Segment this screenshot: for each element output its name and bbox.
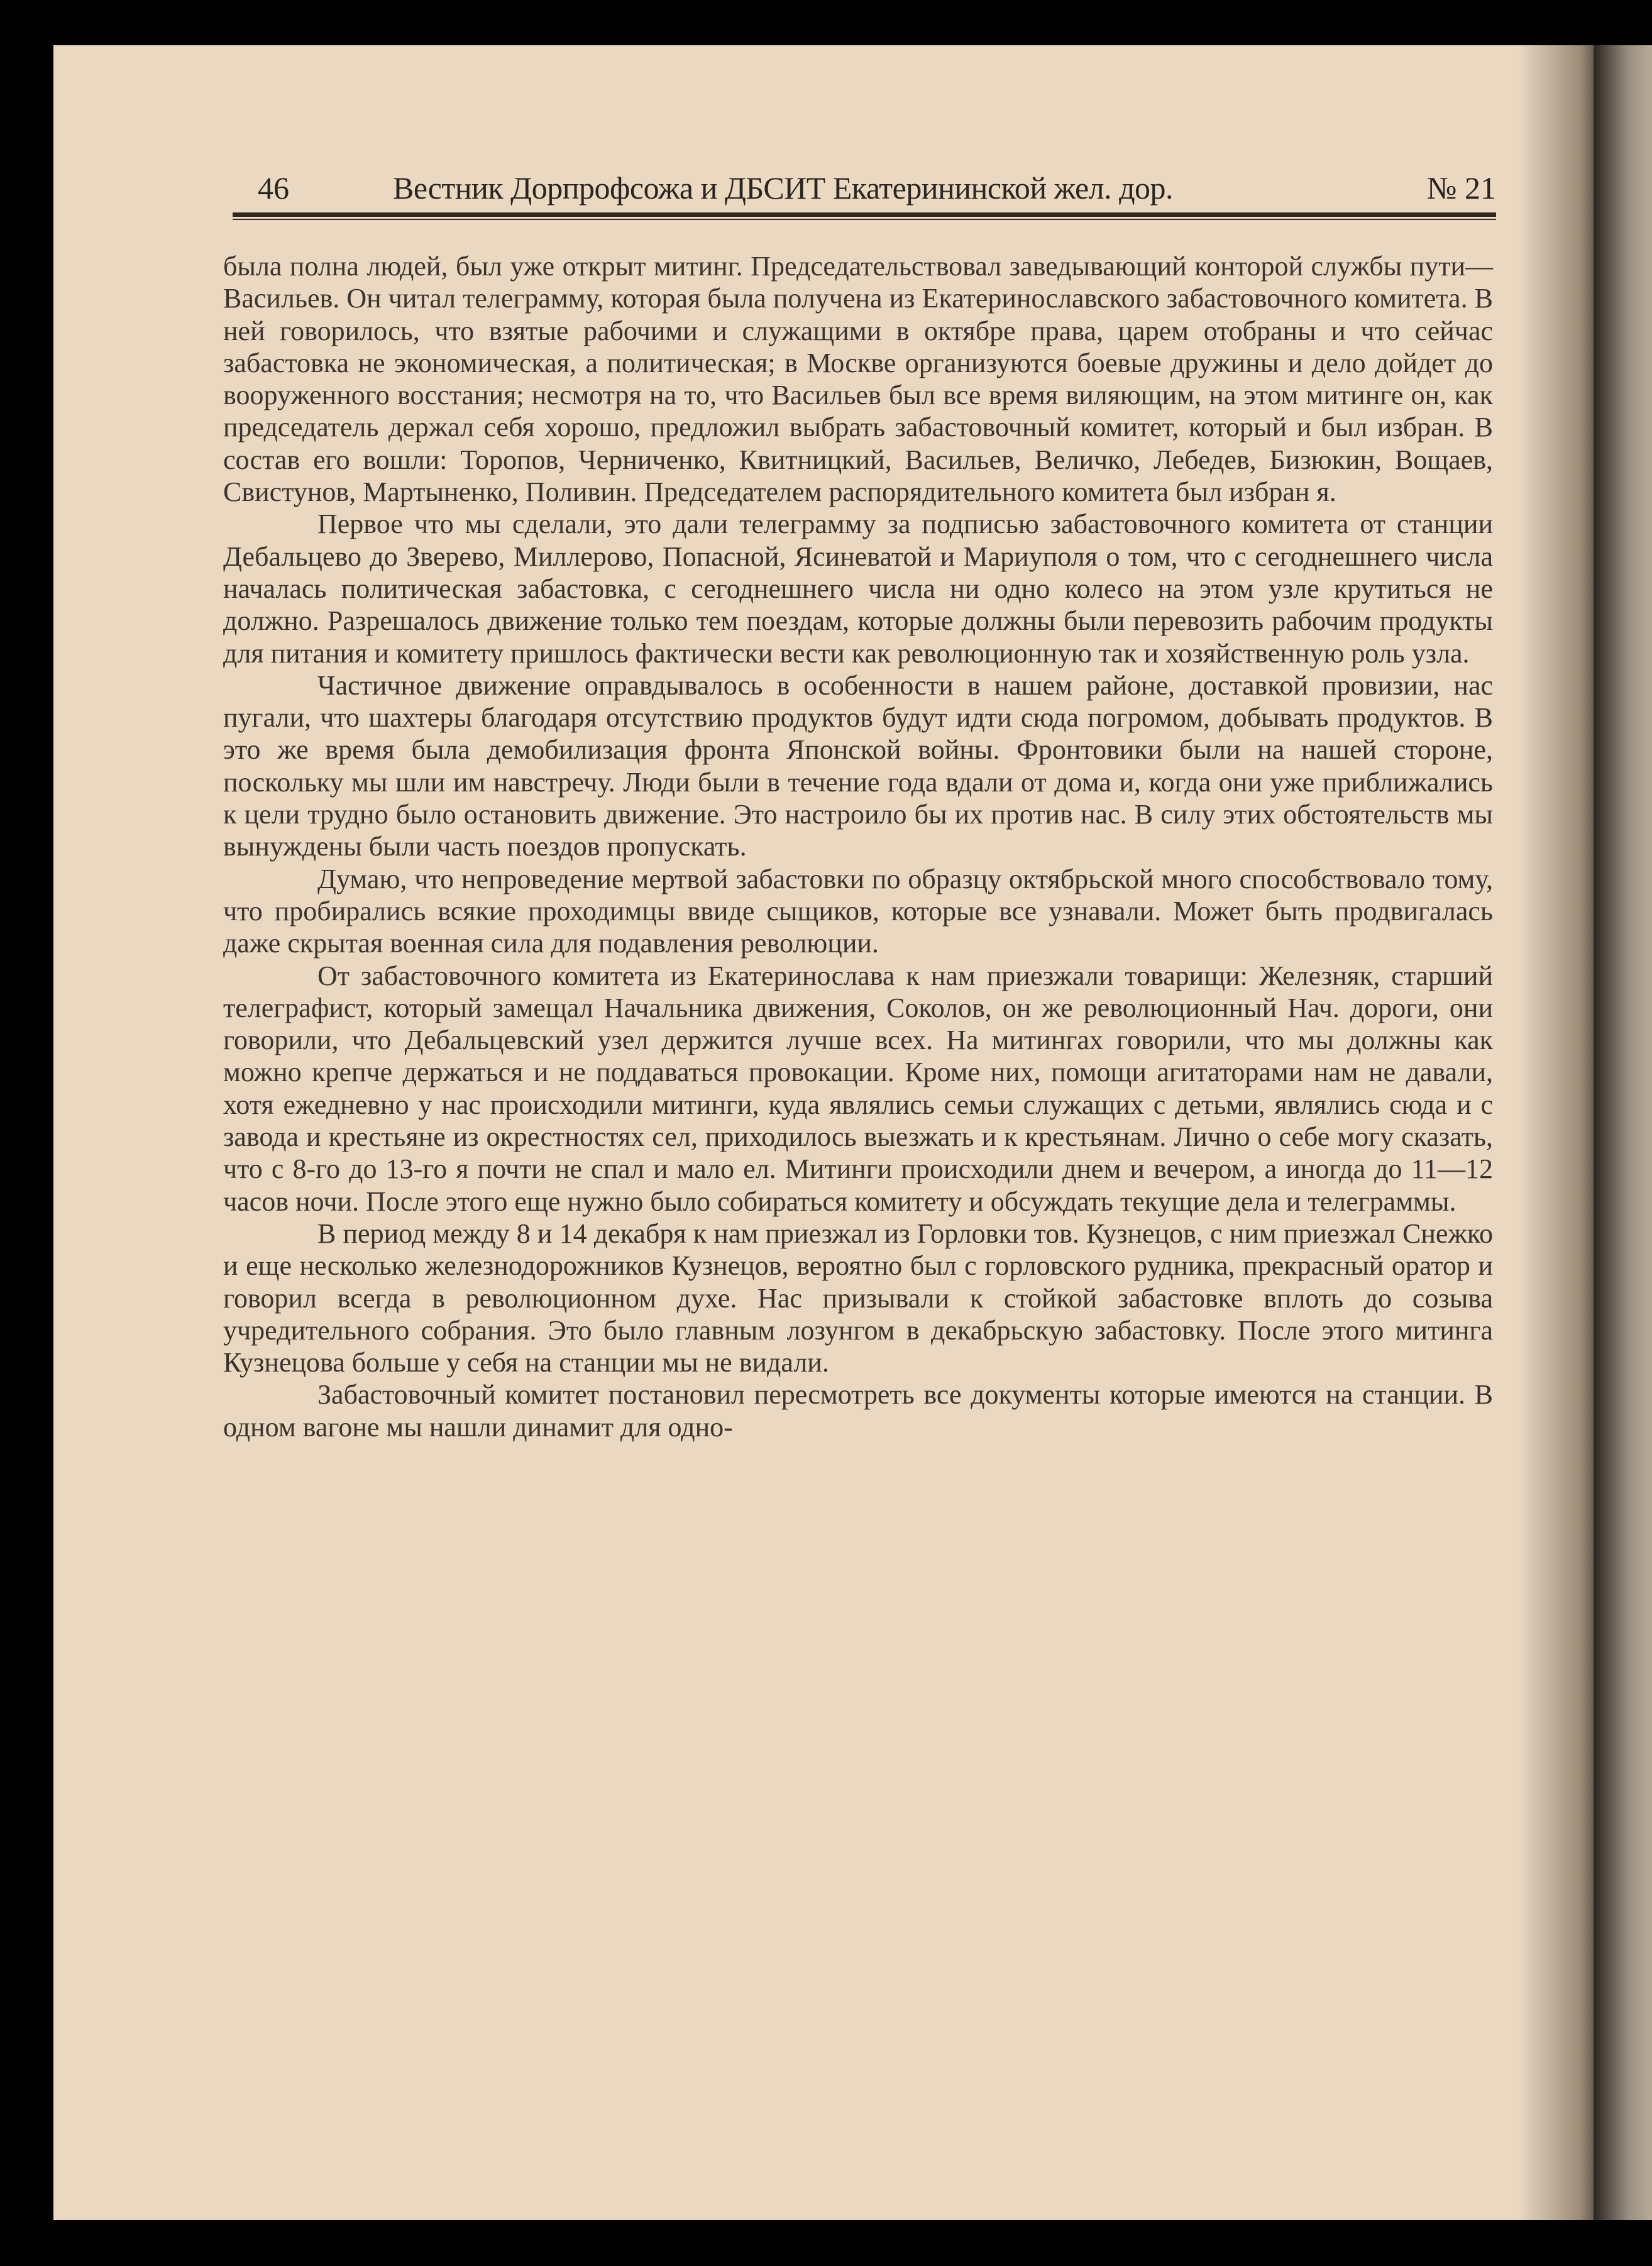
header-rule (233, 212, 1496, 217)
running-header (170, 170, 1496, 214)
paragraph: От забастовочного комитета из Екатеринослава к нам приезжали товарищи: Железняк, старший телеграфист, который замещал Начальника движения, Соколов, он же революционный Нач. дороги, они говорили, что Дебальцевский узел держится лучше всех. На митингах говорили, что мы должны как можно крепче держаться и не поддаваться провокации. Кроме них, помощи агитаторами нам не давали, хотя ежедневно у нас происходили митинги, куда являлись семьи служащих с детьми, являлись сюда и с завода и крестьяне из окрестностях сел, приходилось выезжать и к крестьянам. Лично о себе могу сказать, что с 8-го до 13-го я почти не спал и мало ел. Митинги происходили днем и вечером, а иногда до 11—12 часов ночи. После этого еще нужно было собираться комитету и обсуждать текущие дела и телеграммы. (223, 960, 1493, 1217)
paragraph: Частичное движение оправдывалось в особенности в нашем районе, доставкой провизии, нас пугали, что шахтеры благодаря отсутствию продуктов будут идти сюда погромом, добывать продуктов. В это же время была демобилизация фронта Японской войны. Фронтовики были на нашей стороне, поскольку мы шли им навстречу. Люди были в течение года вдали от дома и, когда они уже приближались к цели трудно было остановить движение. Это настроило бы их против нас. В силу этих обстоятельств мы вынуждены были часть поездов пропускать. (223, 669, 1493, 862)
page-number: 46 (258, 170, 289, 206)
paragraph: Думаю, что непроведение мертвой забастовки по образцу октябрьской много способствовало тому, что пробирались всякие проходимцы ввиде сыщиков, которые все узнавали. Может быть продвигалась даже скрытая военная сила для подавления революции. (223, 863, 1493, 959)
paragraph: В период между 8 и 14 декабря к нам приезжал из Горловки тов. Кузнецов, с ним приезжал Снежко и еще несколько железнодорожников Кузнецов, вероятно был с горловского рудника, прекрасный оратор и говорил всегда в революционном духе. Нас призывали к стойкой забастовке вплоть до созыва учредительного собрания. Это было главным лозунгом в декабрьскую забастовку. После этого митинга Кузнецова больше у себя на станции мы не видали. (223, 1218, 1493, 1378)
paragraph: Забастовочный комитет постановил пересмотреть все документы которые имеются на станции. В одном вагоне мы нашли динамит для одно- (223, 1379, 1493, 1443)
header-rule-thin (233, 219, 1496, 220)
issue-number: № 21 (1426, 170, 1496, 206)
article-body (223, 250, 1493, 1443)
book-gutter-shadow (1518, 45, 1594, 2220)
paragraph: была полна людей, был уже открыт митинг. Председательствовал заведывающий конторой службы пути—Васильев. Он читал телеграмму, которая была получена из Екатеринославского забастовочного комитета. В ней говорилось, что взятые рабочими и служащими в октябре права, царем отобраны и что сейчас забастовка не экономическая, а политическая; в Москве организуются боевые дружины и дело дойдет до вооруженного восстания; несмотря на то, что Васильев был все время виляющим, на этом митинге он, как председатель держал себя хорошо, предложил выбрать забастовочный комитет, который и был избран. В состав его вошли: Торопов, Черниченко, Квитницкий, Васильев, Величко, Лебедев, Бизюкин, Вощаев, Свистунов, Мартыненко, Поливин. Председателем распорядительного комитета был избран я. (223, 251, 1493, 508)
paragraph: Первое что мы сделали, это дали телеграмму за подписью забастовочного комитета от станции Дебальцево до Зверево, Миллерово, Попасной, Ясиневатой и Мариуполя о том, что с сегоднешнего числа началась политическая забастовка, с сегоднешнего числа ни одно колесо на этом узле крутиться не должно. Разрешалось движение только тем поездам, которые должны были перевозить рабочим продукты для питания и комитету пришлось фактически вести как революционную так и хозяйственную роль узла. (223, 509, 1493, 669)
running-title: Вестник Дорпрофсожа и ДБСИТ Екатерининской жел. дор. (393, 170, 1174, 206)
adjacent-page-edge (1594, 45, 1652, 2220)
